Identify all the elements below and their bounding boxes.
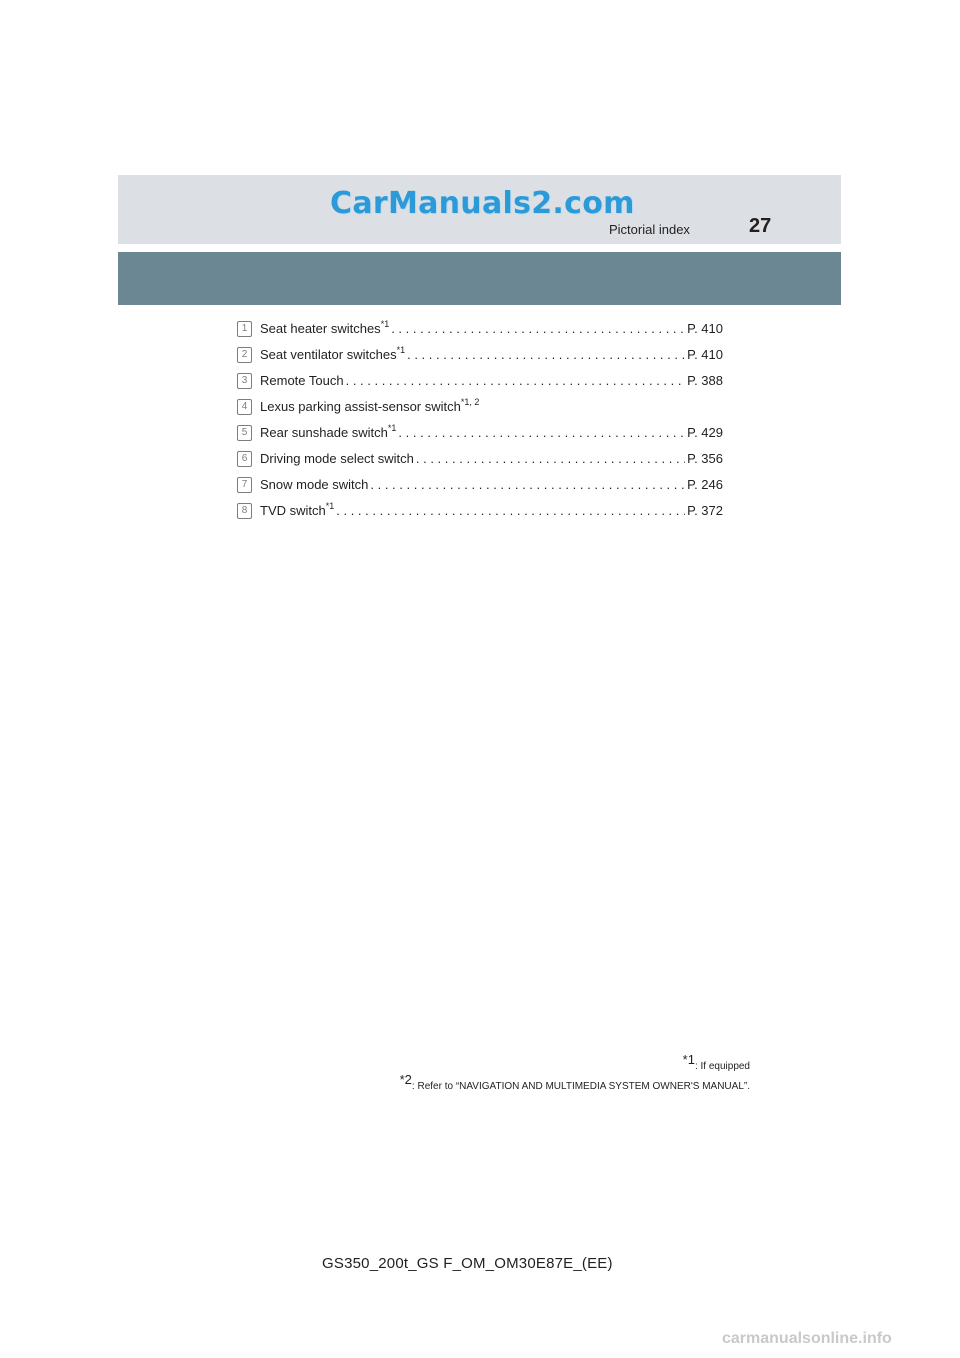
title-bar [118,252,841,305]
item-label: Seat heater switches$^{*1}$ [260,319,390,336]
item-number-badge: 2 [237,347,252,363]
index-list [237,316,723,524]
item-label: Snow mode switch [260,477,369,492]
page-number: 27 [749,215,772,237]
item-number-badge: 5 [237,425,252,441]
page-reference[interactable]: P. 388 [687,373,723,388]
item-label: TVD switch$^{*1}$ [260,501,335,518]
index-item[interactable] [237,420,723,446]
page-reference[interactable]: P. 372 [687,503,723,518]
index-item[interactable] [237,368,723,394]
dot-leader [346,368,685,394]
index-item[interactable] [237,342,723,368]
item-number-badge: 8 [237,503,252,519]
item-label: Remote Touch [260,373,344,388]
index-item[interactable] [237,498,723,524]
footnote-2: $^{*2}$: Refer to “NAVIGATION AND MULTIMEDIA SYSTEM OWNER'S MANUAL”. [399,1072,750,1092]
item-label: Driving mode select switch [260,451,414,466]
item-label: Seat ventilator switches$^{*1}$ [260,345,406,362]
footnotes [399,1052,750,1097]
dot-leader [391,316,685,342]
item-label: Lexus parking assist-sensor switch$^{*1, 2}$ [260,397,480,414]
page-reference[interactable]: P. 246 [687,477,723,492]
index-item[interactable] [237,472,723,498]
footnote-1: $^{*1}$: If equipped [682,1052,750,1072]
item-label: Rear sunshade switch$^{*1}$ [260,423,397,440]
item-number-badge: 6 [237,451,252,467]
document-code: GS350_200t_GS F_OM_OM30E87E_(EE) [322,1255,613,1272]
item-number-badge: 4 [237,399,252,415]
section-title: Pictorial index [609,222,690,237]
dot-leader [336,498,685,524]
page-reference[interactable]: P. 410 [687,321,723,336]
dot-leader [398,420,685,446]
watermark-logo[interactable]: CarManuals2.com [330,186,635,221]
page-reference[interactable]: P. 356 [687,451,723,466]
dot-leader [407,342,685,368]
item-number-badge: 3 [237,373,252,389]
index-item[interactable] [237,316,723,342]
page-reference[interactable]: P. 429 [687,425,723,440]
page-reference[interactable]: P. 410 [687,347,723,362]
item-number-badge: 7 [237,477,252,493]
dot-leader [416,446,685,472]
item-number-badge: 1 [237,321,252,337]
index-item[interactable] [237,446,723,472]
source-watermark[interactable]: carmanualsonline.info [722,1330,892,1347]
index-item[interactable] [237,394,723,420]
dot-leader [370,472,685,498]
